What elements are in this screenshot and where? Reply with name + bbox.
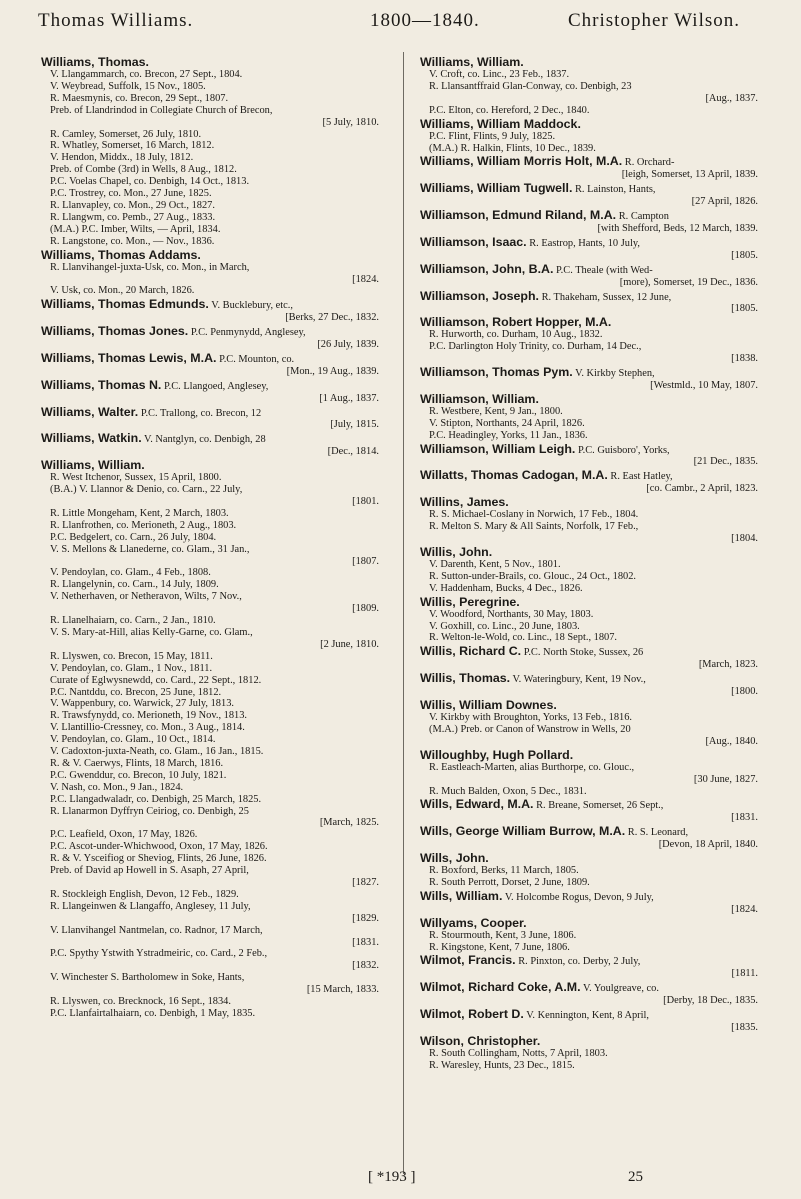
entry-heading — [420, 315, 760, 329]
entry-inline-text: R. Orchard- — [622, 157, 675, 169]
entry-name: Wilmot, Francis. — [420, 953, 516, 968]
header-left: Thomas Williams. — [38, 10, 194, 31]
entry-heading — [41, 458, 381, 472]
entry-inline-text: V. Youlgreave, co. — [580, 983, 659, 995]
entry-line: P.C. Bedgelert, co. Carn., 26 July, 1804. — [50, 531, 217, 543]
entry-line: P.C. Voelas Chapel, co. Denbigh, 14 Oct., 1813. — [50, 176, 250, 188]
entry-name: Wills, Edward, M.A. — [420, 797, 534, 812]
entry-line: V. Woodford, Northants, 30 May, 1803. — [429, 608, 594, 620]
entry-continuation: [1801. — [352, 496, 379, 507]
entry-name: Willis, Peregrine. — [420, 594, 520, 609]
entry-line: R. Llangwm, co. Pemb., 27 Aug., 1833. — [50, 211, 216, 223]
entry-name: Williamson, William Leigh. — [420, 441, 576, 456]
entry-line: V. Wappenbury, co. Warwick, 27 July, 1813. — [50, 698, 234, 710]
entry — [41, 248, 381, 298]
entry-line: R. Llanvihangel-juxta-Usk, co. Mon., in March, — [50, 261, 250, 273]
header-right: Christopher Wilson. — [568, 10, 740, 31]
entry-line: V. Weybread, Suffolk, 15 Nov., 1805. — [50, 80, 206, 92]
entry-continuation: [Derby, 18 Dec., 1835. — [663, 995, 758, 1007]
entry-continuation: [1831. — [352, 936, 379, 948]
entry-continuation: [Dec., 1814. — [327, 446, 379, 458]
entry-line: R. West Itchenor, Sussex, 15 April, 1800. — [50, 472, 222, 484]
entry-name: Williamson, Isaac. — [420, 234, 527, 249]
entry-line: R. Boxford, Berks, 11 March, 1805. — [429, 865, 579, 877]
header-center: 1800—1840. — [370, 10, 480, 31]
entry — [420, 442, 760, 469]
entry-heading — [420, 1007, 760, 1022]
entry-line: R. Llansantffraid Glan-Conway, co. Denbigh, 23 — [429, 80, 632, 92]
entry-continuation: [Aug., 1840. — [705, 735, 758, 747]
entry-line: V. Llantillio-Cressney, co. Mon., 3 Aug., 1814. — [50, 722, 245, 734]
entry-heading — [420, 916, 760, 930]
entry-name: Willoughby, Hugh Pollard. — [420, 747, 574, 762]
entry-continuation: [1831. — [731, 812, 758, 824]
entry-name: Williamson, John, B.A. — [420, 261, 554, 276]
entry-line: R. Welton-le-Wold, co. Linc., 18 Sept., 1807. — [429, 632, 618, 644]
entry-line: V. Kirkby with Broughton, Yorks, 13 Feb., 1816. — [429, 711, 633, 723]
entry-heading — [420, 262, 760, 277]
entry-line: Preb. of David ap Howell in S. Asaph, 27 April, — [50, 865, 249, 877]
entry — [420, 468, 760, 495]
entry-continuation: [leigh, Somerset, 13 April, 1839. — [621, 169, 758, 181]
entry — [420, 262, 760, 289]
entry — [420, 117, 760, 155]
entry-continuation: [Aug., 1837. — [705, 92, 758, 104]
entry-line: R. Little Mongeham, Kent, 2 March, 1803. — [50, 507, 229, 519]
entry-line: P.C. Elton, co. Hereford, 2 Dec., 1840. — [429, 104, 590, 116]
entry-line: P.C. Nantddu, co. Brecon, 25 June, 1812. — [50, 686, 222, 698]
entry-continuation: [1838. — [731, 353, 758, 365]
entry-line: R. South Collingham, Notts, 7 April, 1803. — [429, 1047, 608, 1059]
entry-continuation: [March, 1823. — [698, 659, 758, 671]
entry-name: Williamson, Robert Hopper, M.A. — [420, 315, 612, 330]
entry-line: V. Pendoylan, co. Glam., 4 Feb., 1808. — [50, 567, 211, 579]
entry-line: V. Goxhill, co. Linc., 20 June, 1803. — [429, 620, 580, 632]
entry-continuation: [1829. — [352, 912, 379, 924]
entry — [420, 208, 760, 235]
entry-line: P.C. Ascot-under-Whichwood, Oxon, 17 May, 1826. — [50, 841, 268, 853]
entry-line: R. Maesmynis, co. Brecon, 29 Sept., 1807. — [50, 92, 229, 104]
entry-continuation: [1827. — [352, 877, 379, 888]
entry-continuation: [1805. — [731, 249, 758, 261]
entry-line: R. Camley, Somerset, 26 July, 1810. — [50, 128, 202, 140]
entry-line: Preb. of Combe (3rd) in Wells, 8 Aug., 1812. — [50, 164, 237, 176]
entry-continuation: [Berks, 27 Dec., 1832. — [285, 312, 379, 324]
entry — [41, 351, 381, 378]
entry-name: Wilmot, Robert D. — [420, 1007, 524, 1022]
entry-line: P.C. Gwenddur, co. Brecon, 10 July, 1821. — [50, 769, 227, 781]
entry-continuation: [1805. — [731, 303, 758, 315]
entry-line: R. & V. Caerwys, Flints, 18 March, 1816. — [50, 757, 224, 769]
entry — [41, 405, 381, 432]
entry-heading — [41, 405, 381, 420]
entry-name: Wilmot, Richard Coke, A.M. — [420, 980, 581, 995]
entry-continuation: [Devon, 18 April, 1840. — [658, 839, 758, 851]
entry-inline-text: P.C. North Stoke, Sussex, 26 — [521, 647, 644, 659]
entry — [420, 235, 760, 262]
entry-line: R. S. Michael-Coslany in Norwich, 17 Feb., 1804. — [429, 509, 639, 521]
entry-continuation: [1832. — [352, 960, 379, 972]
entry-name: Williams, Thomas Edmunds. — [41, 297, 209, 312]
entry-name: Williams, Thomas. — [41, 55, 149, 69]
entry-heading — [420, 468, 760, 483]
entry-continuation: [1811. — [731, 968, 758, 980]
entry-continuation: [co. Cambr., 2 April, 1823. — [646, 483, 758, 495]
entry — [420, 181, 760, 208]
entry-line: V. Netherhaven, or Netheravon, Wilts, 7 Nov., — [50, 591, 242, 603]
entry-continuation: [March, 1825. — [319, 817, 379, 829]
entry-continuation: [30 June, 1827. — [693, 773, 758, 785]
entry-inline-text: P.C. Mounton, co. — [216, 353, 295, 365]
entry-line: V. Usk, co. Mon., 20 March, 1826. — [50, 285, 195, 297]
entry-name: Williamson, Edmund Riland, M.A. — [420, 208, 617, 223]
entry-name: Willis, Thomas. — [420, 671, 511, 686]
entry — [41, 458, 381, 1020]
page-footer — [0, 1169, 801, 1193]
entry-heading — [41, 55, 381, 69]
entry-heading — [420, 495, 760, 509]
entry-continuation: [21 Dec., 1835. — [693, 456, 758, 468]
entry — [420, 698, 760, 748]
entry-continuation: [1807. — [352, 555, 379, 567]
entry-line: R. Stourmouth, Kent, 3 June, 1806. — [429, 929, 577, 941]
entry-inline-text: V. Bucklebury, etc., — [208, 300, 293, 312]
entry — [41, 297, 381, 324]
entry-line: V. Nash, co. Mon., 9 Jan., 1824. — [50, 781, 184, 793]
entry — [420, 916, 760, 954]
entry-heading — [420, 851, 760, 865]
entry-line: R. Eastleach-Marten, alias Burthorpe, co. Glouc., — [429, 761, 635, 773]
entry — [420, 495, 760, 545]
entry-line: R. Sutton-under-Brails, co. Glouc., 24 Oct., 1802. — [429, 570, 637, 582]
entry-inline-text: R. Pinxton, co. Derby, 2 July, — [515, 956, 641, 968]
entry-line: R. Westbere, Kent, 9 Jan., 1800. — [429, 405, 563, 417]
entry-line: V. Stipton, Northants, 24 April, 1826. — [429, 417, 585, 429]
page-number: 25 — [628, 1169, 643, 1185]
entry-heading — [41, 431, 381, 446]
entry-line: V. Pendoylan, co. Glam., 10 Oct., 1814. — [50, 734, 216, 746]
entry-inline-text: R. Campton — [616, 211, 669, 223]
entry-continuation: [1835. — [731, 1022, 758, 1033]
entry — [420, 365, 760, 392]
entry-name: Williams, William Maddock. — [420, 116, 581, 131]
entry-continuation: [26 July, 1839. — [317, 339, 379, 351]
entry — [420, 595, 760, 645]
entry-line: (B.A.) V. Llannor & Denio, co. Carn., 22 July, — [50, 484, 243, 496]
entry-heading — [420, 644, 760, 659]
entry-continuation: [with Shefford, Beds, 12 March, 1839. — [597, 222, 758, 234]
entry-line: R. & V. Ysceifiog or Sheviog, Flints, 26 June, 1826. — [50, 853, 267, 865]
entry-line: V. Hendon, Middx., 18 July, 1812. — [50, 152, 194, 164]
entry — [41, 324, 381, 351]
entry-heading — [41, 324, 381, 339]
entry-name: Wills, George William Burrow, M.A. — [420, 824, 626, 839]
entry-heading — [420, 1034, 760, 1048]
entry-heading — [420, 442, 760, 457]
entry-continuation: [15 March, 1833. — [306, 984, 379, 996]
entry-name: Wills, John. — [420, 851, 489, 866]
entry — [420, 889, 760, 916]
entry-line: P.C. Trostrey, co. Mon., 27 June, 1825. — [50, 188, 212, 200]
entry-name: Williams, William. — [41, 458, 145, 473]
entry-line: R. Langstone, co. Mon., — Nov., 1836. — [50, 235, 215, 247]
entry-inline-text: P.C. Llangoed, Anglesey, — [161, 380, 269, 392]
entry-continuation: [Westmld., 10 May, 1807. — [650, 379, 758, 391]
entry — [420, 797, 760, 824]
entry-line: P.C. Spythy Ystwith Ystradmeiric, co. Card., 2 Feb., — [50, 948, 268, 960]
entry-line: R. Llanfrothen, co. Merioneth, 2 Aug., 1803. — [50, 519, 237, 531]
entry-heading — [420, 824, 760, 839]
entry-line: Curate of Eglwysnewdd, co. Card., 22 Sept., 1812. — [50, 674, 262, 686]
entry-inline-text: P.C. Theale (with Wed- — [553, 264, 653, 276]
entry-heading — [420, 953, 760, 968]
entry — [420, 154, 760, 181]
entry-name: Williamson, William. — [420, 391, 539, 406]
entry-line: R. Much Balden, Oxon, 5 Dec., 1831. — [429, 785, 587, 797]
entry-line: R. Whatley, Somerset, 16 March, 1812. — [50, 140, 215, 152]
entry-continuation: [27 April, 1826. — [691, 196, 758, 208]
entry — [420, 289, 760, 316]
entry-continuation: [2 June, 1810. — [320, 638, 379, 650]
entry-line: P.C. Llangadwaladr, co. Denbigh, 25 March, 1825. — [50, 793, 262, 805]
entry-inline-text: P.C. Guisboro', Yorks, — [575, 444, 670, 456]
entry-continuation: [1824. — [352, 273, 379, 285]
entry-name: Wills, William. — [420, 888, 503, 903]
entry-line: (M.A.) P.C. Imber, Wilts, — April, 1834. — [50, 223, 221, 235]
entry-line: P.C. Flint, Flints, 9 July, 1825. — [429, 130, 556, 142]
entry-continuation: [July, 1815. — [330, 419, 379, 431]
entry-continuation: [1800. — [731, 686, 758, 698]
entry-heading — [41, 248, 381, 262]
entry-line: V. Darenth, Kent, 5 Nov., 1801. — [429, 558, 561, 570]
entry-inline-text: V. Nantglyn, co. Denbigh, 28 — [141, 434, 266, 446]
entry-heading — [420, 595, 760, 609]
entry-heading — [420, 117, 760, 131]
entry-continuation: [1804. — [731, 533, 758, 544]
entry-name: Williamson, Thomas Pym. — [420, 365, 573, 380]
entry-inline-text: V. Kirkby Stephen, — [572, 368, 655, 380]
entry-heading — [41, 297, 381, 312]
entry-line: R. Llyswen, co. Brecon, 15 May, 1811. — [50, 650, 213, 662]
entry-heading — [420, 365, 760, 380]
entry-line: V. Croft, co. Linc., 23 Feb., 1837. — [429, 69, 570, 80]
entry-name: Willis, John. — [420, 544, 493, 559]
column-divider — [403, 52, 404, 1174]
entry-line: V. Llanvihangel Nantmelan, co. Radnor, 17 March, — [50, 924, 263, 936]
entry — [420, 315, 760, 365]
entry-continuation: [1824. — [731, 903, 758, 915]
entry-inline-text: V. Holcombe Rogus, Devon, 9 July, — [502, 891, 654, 903]
left-column — [41, 55, 381, 1020]
entry — [420, 644, 760, 671]
entry-heading — [41, 378, 381, 393]
entry — [420, 392, 760, 442]
entry-line: R. Stockleigh English, Devon, 12 Feb., 1829. — [50, 888, 239, 900]
entry-line: V. Llangammarch, co. Brecon, 27 Sept., 1804. — [50, 69, 243, 80]
entry-line: V. S. Mary-at-Hill, alias Kelly-Garne, co. Glam., — [50, 626, 253, 638]
entry — [420, 953, 760, 980]
entry-heading — [420, 208, 760, 223]
entry-inline-text: P.C. Penmynydd, Anglesey, — [188, 327, 306, 339]
entry — [41, 55, 381, 248]
entry-line: (M.A.) R. Halkin, Flints, 10 Dec., 1839. — [429, 142, 596, 154]
entry-name: Williams, Thomas Lewis, M.A. — [41, 350, 217, 365]
entry — [420, 1034, 760, 1072]
entry-heading — [420, 392, 760, 406]
entry-continuation: [1 Aug., 1837. — [319, 392, 379, 404]
entry-name: Williamson, Joseph. — [420, 288, 539, 303]
entry-line: V. S. Mellons & Llanederne, co. Glam., 31 Jan., — [50, 543, 250, 555]
entry-name: Williams, Watkin. — [41, 431, 142, 446]
entry-line: V. Winchester S. Bartholomew in Soke, Hants, — [50, 972, 245, 984]
entry-inline-text: V. Kennington, Kent, 8 April, — [523, 1010, 649, 1022]
entry — [420, 748, 760, 798]
entry-heading — [420, 154, 760, 169]
entry — [420, 55, 760, 117]
entry — [420, 1007, 760, 1034]
entry-name: Williams, Walter. — [41, 404, 139, 419]
entry-line: R. Waresley, Hunts, 23 Dec., 1815. — [429, 1059, 575, 1071]
entry-inline-text: R. Lainston, Hants, — [572, 184, 656, 196]
entry-line: (M.A.) Preb. or Canon of Wanstrow in Wells, 20 — [429, 723, 631, 735]
entry-name: Willyams, Cooper. — [420, 915, 527, 930]
entry-line: R. Llyswen, co. Brecknock, 16 Sept., 1834. — [50, 996, 231, 1008]
entry — [420, 671, 760, 698]
entry-heading — [420, 181, 760, 196]
entry-line: R. Llanarmon Dyffryn Ceiriog, co. Denbigh, 25 — [50, 805, 249, 817]
entry-heading — [41, 351, 381, 366]
entry-continuation: [5 July, 1810. — [322, 116, 379, 128]
entry-line: P.C. Darlington Holy Trinity, co. Durham, 14 Dec., — [429, 341, 642, 353]
entry-name: Williams, Thomas N. — [41, 377, 162, 392]
entry-name: Willatts, Thomas Cadogan, M.A. — [420, 468, 608, 483]
entry-heading — [420, 698, 760, 712]
entry-name: Willins, James. — [420, 495, 509, 510]
entry — [420, 545, 760, 595]
entry-line: R. South Perrott, Dorset, 2 June, 1809. — [429, 876, 590, 888]
entry-heading — [420, 671, 760, 686]
entry-heading — [420, 289, 760, 304]
entry-line: R. Llangelynin, co. Carn., 14 July, 1809. — [50, 579, 219, 591]
entry-continuation: [Mon., 19 Aug., 1839. — [286, 365, 379, 377]
entry-name: Wilson, Christopher. — [420, 1033, 541, 1048]
entry-heading — [420, 980, 760, 995]
entry-heading — [420, 748, 760, 762]
entry-inline-text: R. Eastrop, Hants, 10 July, — [526, 237, 640, 249]
entry-line: R. Trawsfynydd, co. Merioneth, 19 Nov., 1813. — [50, 710, 248, 722]
entry-continuation: [more), Somerset, 19 Dec., 1836. — [619, 276, 758, 288]
entry-line: Preb. of Llandrindod in Collegiate Church of Brecon, — [50, 104, 273, 116]
entry — [420, 824, 760, 851]
entry-line: P.C. Headingley, Yorks, 11 Jan., 1836. — [429, 429, 588, 441]
entry-line: V. Cadoxton-juxta-Neath, co. Glam., 16 Jan., 1815. — [50, 746, 264, 758]
running-header — [0, 10, 801, 38]
entry-inline-text: R. S. Leonard, — [625, 827, 689, 839]
entry-inline-text: P.C. Trallong, co. Brecon, 12 — [138, 407, 262, 419]
entry-line: P.C. Leafield, Oxon, 17 May, 1826. — [50, 829, 198, 841]
entry-name: Willis, William Downes. — [420, 697, 557, 712]
entry-line: R. Llanvapley, co. Mon., 29 Oct., 1827. — [50, 199, 215, 211]
entry-heading — [420, 545, 760, 559]
entry-line: R. Melton S. Mary & All Saints, Norfolk, 17 Feb., — [429, 521, 639, 533]
entry-name: Willis, Richard C. — [420, 644, 522, 659]
entry-line: V. Pendoylan, co. Glam., 1 Nov., 1811. — [50, 662, 213, 674]
entry-line: R. Kingstone, Kent, 7 June, 1806. — [429, 941, 570, 953]
entry — [41, 378, 381, 405]
entry-line: R. Hurworth, co. Durham, 10 Aug., 1832. — [429, 329, 603, 341]
entry-name: Williams, William. — [420, 55, 524, 69]
right-column — [420, 55, 760, 1072]
entry-inline-text: R. Breane, Somerset, 26 Sept., — [533, 800, 664, 812]
entry — [420, 980, 760, 1007]
entry-heading — [420, 55, 760, 69]
entry-inline-text: R. East Hatley, — [607, 471, 673, 483]
entry-line: V. Haddenham, Bucks, 4 Dec., 1826. — [429, 582, 583, 594]
entry-inline-text: R. Thakeham, Sussex, 12 June, — [539, 291, 672, 303]
entry — [41, 431, 381, 458]
entry-line: P.C. Llanfairtalhaiarn, co. Denbigh, 1 May, 1835. — [50, 1007, 256, 1019]
entry-name: Williams, William Morris Holt, M.A. — [420, 154, 623, 169]
entry-name: Williams, Thomas Addams. — [41, 247, 201, 262]
entry-inline-text: V. Wateringbury, Kent, 19 Nov., — [510, 674, 646, 686]
entry-line: R. Llanelhaiarn, co. Carn., 2 Jan., 1810. — [50, 615, 216, 627]
entry-heading — [420, 797, 760, 812]
page-bracket: [ *193 ] — [368, 1169, 416, 1185]
entry-heading — [420, 889, 760, 904]
entry-heading — [420, 235, 760, 250]
entry-name: Williams, Thomas Jones. — [41, 324, 189, 339]
entry-line: R. Llangeinwen & Llangaffo, Anglesey, 11 July, — [50, 900, 251, 912]
entry-continuation: [1809. — [352, 603, 379, 615]
entry-name: Williams, William Tugwell. — [420, 181, 573, 196]
entry — [420, 851, 760, 889]
